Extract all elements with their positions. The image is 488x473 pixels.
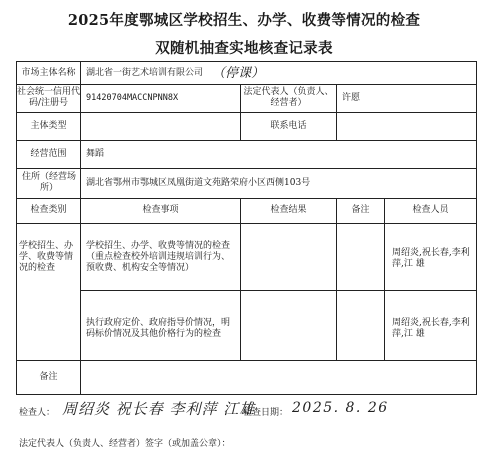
header-inspection-items: 检查事项: [142, 205, 179, 215]
label-entity-type: 主体类型: [30, 121, 67, 131]
label-entity-name: 市场主体名称: [21, 68, 76, 78]
legal-rep-sign-label: 法定代表人（负责人、经营者）签字（或加盖公章）：: [19, 439, 231, 449]
header-inspection-result: 检查结果: [270, 205, 307, 215]
row2-items: 执行政府定价、政府指导价情况，明码标价情况及其他价格行为的检查: [86, 318, 231, 339]
value-address: 湖北省鄂州市鄂城区凤凰街道文苑路荣府小区西侧103号: [86, 178, 311, 188]
label-address: 住所（经营场所）: [22, 172, 77, 193]
row1-items: 学校招生、办学、收费等情况的检查（重点检查校外培训违规培训行为、预收费、机构安全等情况）: [86, 241, 231, 273]
handwritten-entity-note: （停课）: [212, 66, 265, 81]
document-title-line1: 2025年度鄂城区学校招生、办学、收费等情况的检查: [67, 12, 421, 29]
label-row-remarks: 备注: [39, 372, 58, 382]
label-business-scope: 经营范围: [30, 149, 67, 159]
row2-inspectors: 周绍炎,祝长春,李利萍,江 雄: [392, 318, 470, 339]
inspector-signatures: 周绍炎 祝长春 李利萍 江雄: [62, 400, 256, 418]
header-inspection-category: 检查类别: [30, 205, 67, 215]
label-legal-rep: 法定代表人（负责人、经营者）: [243, 87, 334, 108]
row1-inspectors: 周绍炎,祝长春,李利萍,江 雄: [392, 248, 470, 269]
value-business-scope: 舞蹈: [86, 149, 105, 159]
row1-category: 学校招生、办学、收费等情况的检查: [19, 241, 74, 273]
header-remarks: 备注: [351, 205, 370, 215]
inspector-label: 检查人：: [19, 408, 56, 418]
header-inspectors: 检查人员: [412, 205, 449, 215]
value-credit-code: 91420704MACCNPNN8X: [86, 93, 179, 103]
label-credit-code: 社会统一信用代码/注册号: [17, 87, 81, 108]
document-title-line2: 双随机抽查实地核查记录表: [155, 40, 333, 57]
value-legal-rep: 许愿: [342, 93, 361, 103]
label-contact-phone: 联系电话: [270, 121, 307, 131]
value-entity-name: 湖北省一街艺术培训有限公司: [86, 68, 204, 78]
date-label: 检查日期：: [243, 408, 289, 418]
inspection-date-handwritten: 2025. 8. 26: [292, 400, 389, 416]
